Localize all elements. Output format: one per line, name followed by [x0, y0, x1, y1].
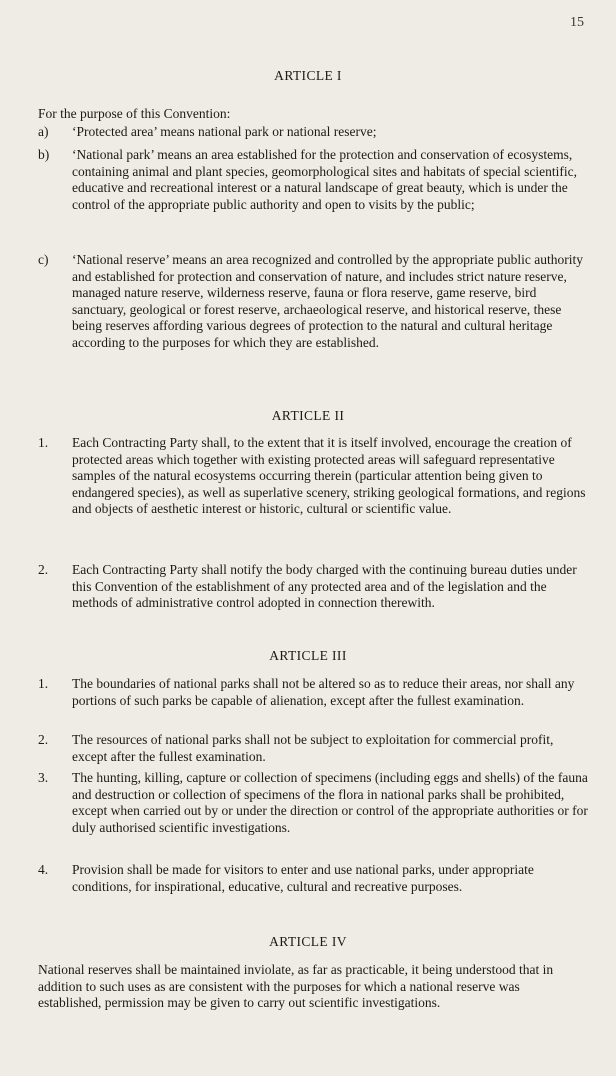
item-label: c)	[38, 252, 49, 267]
article-1-intro: For the purpose of this Convention:	[38, 106, 231, 121]
article-4-text: National reserves shall be maintained inviolate, as far as practicable, it being understood that in addition to such uses as are consistent with the purposes for which a national reserve was established, permission may be given to carry out scientific investigations.	[38, 962, 554, 1010]
item-label: 3.	[38, 770, 49, 785]
item-text: The resources of national parks shall not be subject to exploitation for commercial profit, except after the fullest examination.	[72, 732, 554, 764]
article-4-heading: ARTICLE IV	[269, 934, 347, 949]
article-1-item-b	[38, 147, 590, 213]
item-text: The hunting, killing, capture or collection of specimens (including eggs and shells) of the fauna and destruction or collection of specimens of the flora in national parks shall be prohibited, except when carried out by or under the direction or control of the appropriate authorities or for duly authorised scientific investigations.	[72, 770, 588, 835]
item-label: 1.	[38, 435, 49, 450]
item-text: ‘National reserve’ means an area recognized and controlled by the appropriate public authority and established for protection and conservation of nature, and includes strict nature reserve, managed nature reserve, wilderness reserve, fauna or flora reserve, game reserve, bird sanctuary, geological or forest reserve, archaeological reserve, and historical reserve, these being reserves affording various degrees of protection to the natural and cultural heritage according to the purposes for which they are established.	[72, 252, 584, 350]
item-text: Provision shall be made for visitors to enter and use national parks, under appropriate conditions, for inspirational, educative, cultural and recreative purposes.	[72, 862, 534, 894]
item-label: b)	[38, 147, 50, 162]
article-2-item-1	[38, 435, 590, 518]
article-3-item-4	[38, 862, 590, 895]
item-label: 1.	[38, 676, 49, 691]
item-text: Each Contracting Party shall notify the body charged with the continuing bureau duties under this Convention of the establishment of any protected area and of the legislation and the methods of administrative control adopted in connection therewith.	[72, 562, 577, 610]
article-3-item-3	[38, 770, 590, 836]
article-3-item-2	[38, 732, 590, 765]
item-text: ‘National park’ means an area established for the protection and conservation of ecosystems, containing animal and plant species, geomorphological sites and habitats of special scientific, educative and recreational interest or a natural landscape of great beauty, which is under the control of the appropriate public authority and open to visits by the public;	[72, 147, 577, 212]
item-text: ‘Protected area’ means national park or national reserve;	[72, 124, 377, 139]
item-label: 2.	[38, 562, 49, 577]
item-text: Each Contracting Party shall, to the extent that it is itself involved, encourage the creation of protected areas which together with existing protected areas will safeguard representative samples of the natural ecosystems occurring therein (particular attention being given to endangered species), as well as superlative scenery, striking geological formations, and regions and objects of aesthetic interest or historic, cultural or scientific value.	[72, 435, 586, 516]
item-label: 4.	[38, 862, 49, 877]
article-1-heading: ARTICLE I	[274, 68, 342, 83]
item-text: The boundaries of national parks shall not be altered so as to reduce their areas, nor shall any portions of such parks be capable of alienation, except after the fullest examination.	[72, 676, 575, 708]
article-1-item-a	[38, 124, 590, 141]
item-label: 2.	[38, 732, 49, 747]
article-1-item-c	[38, 252, 590, 351]
page-number: 15	[570, 15, 584, 30]
item-label: a)	[38, 124, 49, 139]
article-2-heading: ARTICLE II	[271, 408, 345, 423]
article-2-item-2	[38, 562, 590, 612]
article-3-item-1	[38, 676, 590, 709]
article-3-heading: ARTICLE III	[269, 648, 347, 663]
